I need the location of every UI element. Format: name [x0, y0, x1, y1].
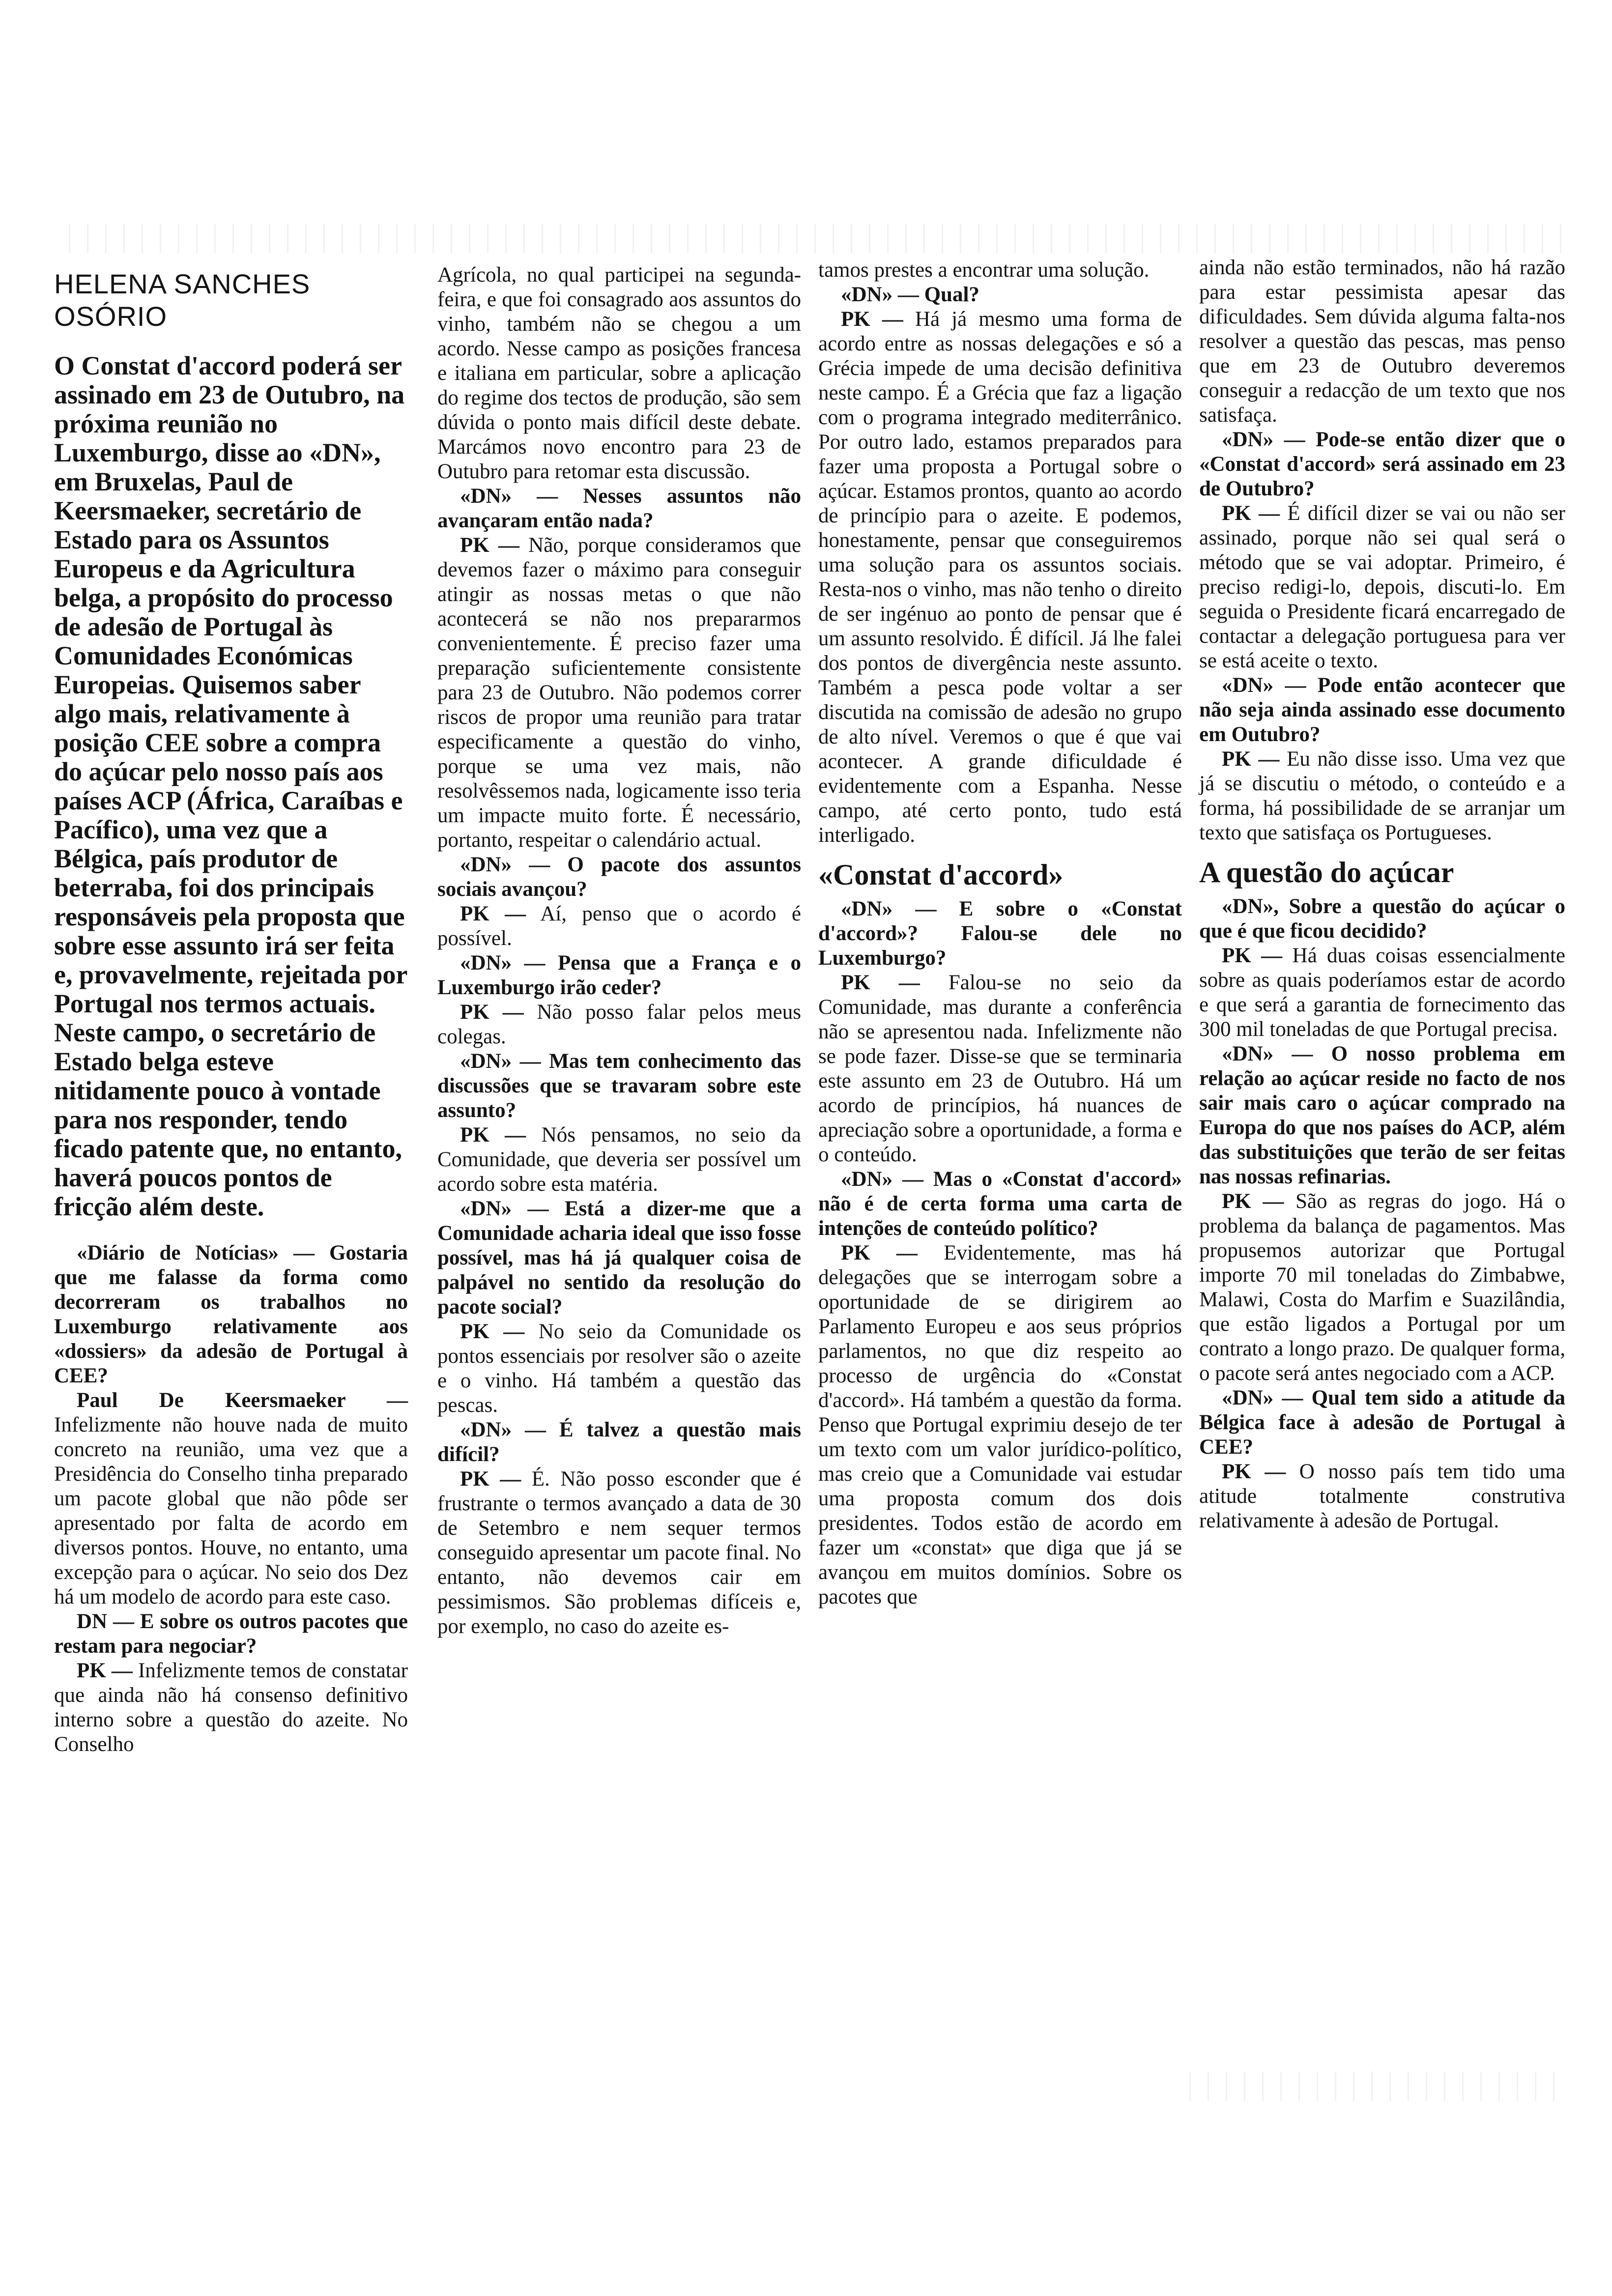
speaker-label: PK —	[460, 1123, 526, 1147]
answer-text: Aí, penso que o acordo é possível.	[437, 902, 801, 950]
column-3-body-top	[818, 258, 1182, 848]
answer-text: Nós pensamos, no seio da Comunidade, que deveria ser possível um acordo sobre esta matéria.	[437, 1123, 801, 1196]
article-paragraph	[818, 897, 1182, 971]
author-byline: HELENA SANCHES OSÓRIO	[54, 268, 311, 332]
column-4	[1199, 256, 1565, 1533]
answer-text: Falou-se no seio da Comunidade, mas durante a conferência não se apresentou nada. Infelizmente não se pode fazer. Disse-se que se terminaria este assunto em 23 de Outubro. Há um acordo de princípios, há nuances de apreciação sobre a oportunidade, a forma e o conteúdo.	[818, 971, 1182, 1166]
column-4-body-top	[1199, 256, 1565, 845]
article-paragraph	[818, 283, 1182, 307]
article-paragraph	[437, 533, 801, 853]
speaker-label: PK —	[460, 902, 526, 925]
speaker-label: PK —	[460, 534, 519, 557]
interviewer-question: DN — E sobre os outros pacotes que restam para negociar?	[54, 1610, 408, 1658]
answer-text: É difícil dizer se vai ou não ser assinado, porque não sei qual será o método que se vai adoptar. Primeiro, é preciso redigi-lo, depois, discuti-lo. Em seguida o Presidente ficará encarregado de contactar a delegação portuguesa para ver se está aceite o texto.	[1199, 502, 1565, 672]
speaker-label: PK —	[77, 1659, 133, 1682]
subhead-constat: «Constat d'accord»	[818, 859, 1064, 891]
article-paragraph	[437, 853, 801, 902]
article-paragraph	[1199, 428, 1565, 501]
interviewer-question: «DN» — Mas o «Constat d'accord» não é de certa forma uma carta de intenções de conteúdo político?	[818, 1168, 1182, 1240]
speaker-label: PK —	[1222, 1460, 1286, 1483]
article-paragraph	[1199, 1460, 1565, 1533]
article-paragraph	[1199, 894, 1565, 944]
subhead-acucar: A questão do açúcar	[1199, 856, 1454, 889]
article-paragraph	[818, 258, 1182, 283]
answer-text: No seio da Comunidade os pontos essenciais por resolver são o azeite e o vinho. Há também a questão das pescas.	[437, 1320, 801, 1417]
answer-text: Há duas coisas essencialmente sobre as quais poderíamos estar de acordo e que será a garantia de fornecimento das 300 mil toneladas de que Portugal precisa.	[1199, 944, 1566, 1041]
answer-text: Infelizmente não houve nada de muito concreto na reunião, uma vez que a Presidência do Conselho tinha preparado um pacote global que não pôde ser apresentado por falta de acordo em diversos pontos. Houve, no entanto, uma excepção para o açúcar. No seio dos Dez há um modelo de acordo para este caso.	[54, 1413, 408, 1608]
interviewer-question: «DN», Sobre a questão do açúcar o que é que ficou decidido?	[1199, 895, 1565, 943]
column-3-body-bottom	[818, 897, 1182, 1609]
article-paragraph	[437, 1467, 801, 1639]
article-lede: O Constat d'accord poderá ser assinado em 23 de Outubro, na próxima reunião no Luxemburgo, disse ao «DN», em Bruxelas, Paul de Keersmaeker, secretário de Estado para os Assuntos Europeus e da Agricultura belga, a propósito do processo de adesão de Portugal às Comunidades Económicas Europeias. Quisemos saber algo mais, relativamente à posição CEE sobre a compra do açúcar pelo nosso país aos países ACP (África, Caraíbas e Pacífico), uma vez que a Bélgica, país produtor de beterraba, foi dos principais responsáveis pela proposta que sobre esse assunto irá ser feita e, provavelmente, rejeitada por Portugal nos termos actuais. Neste campo, o secretário de Estado belga esteve nitidamente pouco à vontade para nos responder, tendo ficado patente que, no entanto, haverá poucos pontos de fricção além deste.	[54, 351, 407, 1221]
interviewer-question: «DN» — Nesses assuntos não avançaram então nada?	[437, 485, 801, 532]
article-paragraph	[437, 1123, 801, 1197]
speaker-label: PK —	[1222, 944, 1283, 967]
answer-text: ainda não estão terminados, não há razão para estar pessimista apesar das dificuldades. Sem dúvida alguma falta-nos resolver a questão das pescas, mas penso que em 23 de Outubro deveremos conseguir a redacção de um texto que nos satisfaça.	[1199, 256, 1565, 427]
answer-text: Infelizmente temos de constatar que ainda não há consenso definitivo interno sobre a questão do azeite. No Conselho	[54, 1659, 408, 1756]
interviewer-question: «DN» — Pode então acontecer que não seja ainda assinado esse documento em Outubro?	[1199, 674, 1565, 746]
interviewer-question: «Diário de Notícias» — Gostaria que me falasse da forma como decorreram os trabalhos no Luxemburgo relativamente aos «dossiers» da adesão de Portugal à CEE?	[54, 1241, 408, 1387]
article-paragraph	[437, 484, 801, 533]
speaker-label: PK —	[1222, 502, 1280, 525]
column-4-body-bottom	[1199, 894, 1565, 1533]
article-paragraph	[437, 1418, 801, 1467]
answer-text: Agrícola, no qual participei na segunda-feira, e que foi consagrado aos assuntos do vinho, também não se chegou a um acordo. Nesse campo as posições francesa e italiana em particular, sobre a aplicação do regime dos tectos de produção, são sem dúvida o ponto mais difícil deste debate. Marcámos novo encontro para 23 de Outubro para retomar esta discussão.	[437, 263, 801, 483]
article-paragraph	[54, 1659, 408, 1757]
scan-noise-bottom	[1189, 2071, 1568, 2101]
speaker-label: PK —	[460, 1467, 521, 1491]
article-paragraph	[437, 951, 801, 1000]
interviewer-question: «DN» — O pacote dos assuntos sociais avançou?	[437, 853, 801, 901]
column-2	[437, 263, 801, 1639]
column-3	[818, 258, 1182, 1609]
speaker-label: PK —	[1222, 747, 1280, 771]
article-paragraph	[437, 263, 801, 484]
article-paragraph	[54, 1609, 408, 1659]
article-paragraph	[437, 1049, 801, 1123]
answer-text: Não posso falar pelos meus colegas.	[437, 1001, 801, 1048]
article-paragraph	[818, 1167, 1182, 1241]
column-2-body	[437, 263, 801, 1639]
article-paragraph	[54, 1388, 408, 1609]
answer-text: O nosso país tem tido uma atitude totalmente construtiva relativamente à adesão de Portugal.	[1199, 1460, 1565, 1532]
article-paragraph	[818, 971, 1182, 1167]
article-paragraph	[437, 902, 801, 951]
article-paragraph	[818, 1241, 1182, 1609]
interviewer-question: «DN» — O nosso problema em relação ao açúcar reside no facto de nos sair mais caro o açúcar comprado na Europa do que nos países do ACP, além das substituições que terão de ser feitas nas nossas refinarias.	[1199, 1042, 1565, 1188]
answer-text: Há já mesmo uma forma de acordo entre as nossas delegações e só a Grécia impede de uma decisão definitiva neste campo. É a Grécia que faz a ligação com o programa integrado mediterrânico. Por outro lado, estamos preparados para fazer uma proposta a Portugal sobre o açúcar. Estamos prontos, quanto ao acordo de princípio para o azeite. E podemos, honestamente, pensar que conseguiremos uma solução para os assuntos sociais. Resta-nos o vinho, mas não tenho o direito de ser ingénuo ao ponto de pensar que é um assunto resolvido. É difícil. Já lhe falei dos pontos de divergência neste assunto. Também a pesca pode voltar a ser discutida na comissão de adesão no grupo de alto nível. Veremos o que é que vai acontecer. A grande dificuldade é evidentemente com a Espanha. Nesse campo, até certo ponto, tudo está interligado.	[818, 308, 1182, 847]
interviewer-question: «DN» — Qual tem sido a atitude da Bélgica face à adesão de Portugal à CEE?	[1199, 1386, 1565, 1459]
article-paragraph	[1199, 673, 1565, 747]
speaker-label: PK —	[1222, 1190, 1284, 1213]
article-paragraph	[1199, 1042, 1565, 1189]
interviewer-question: «DN» — Qual?	[841, 283, 979, 306]
answer-text: São as regras do jogo. Há o problema da balança de pagamentos. Mas propusemos autorizar que Portugal importe 70 mil toneladas do Zimbabwe, Malawi, Costa do Marfim e Suazilândia, que estão ligados a Portugal por um contrato a longo prazo. De qualquer forma, o pacote será antes negociado com a ACP.	[1199, 1190, 1566, 1385]
speaker-label: Paul De Keersmaeker —	[77, 1389, 408, 1412]
interviewer-question: «DN» — E sobre o «Constat d'accord»? Falou-se dele no Luxemburgo?	[818, 897, 1182, 970]
answer-text: Não, porque consideramos que devemos fazer o máximo para conseguir atingir as nossas metas o que não acontecerá se não nos prepararmos convenientemente. É preciso fazer uma preparação suficientemente consistente para 23 de Outubro. Não podemos correr riscos de propor uma reunião para tratar especificamente a questão do vinho, porque se uma vez mais, não resolvêssemos nada, logicamente isso teria um impacte muito forte. É necessário, portanto, respeitar o calendário actual.	[437, 534, 801, 852]
answer-text: tamos prestes a encontrar uma solução.	[818, 258, 1150, 282]
scan-noise-top	[69, 224, 1568, 253]
answer-text: Eu não disse isso. Uma vez que já se discutiu o método, o conteúdo e a forma, há possibilidade de se arranjar um texto que satisfaça os Portugueses.	[1199, 747, 1566, 844]
article-paragraph	[1199, 944, 1565, 1042]
speaker-label: PK —	[841, 1241, 918, 1264]
speaker-label: PK —	[841, 971, 920, 994]
column-1-body	[54, 1241, 408, 1757]
article-paragraph	[54, 1241, 408, 1388]
answer-text: Evidentemente, mas há delegações que se interrogam sobre a oportunidade de se dirigirem ao Parlamento Europeu e aos seus próprios parlamentos, no que diz respeito ao processo de urgência do «Constat d'accord». Há também a questão da forma. Penso que Portugal exprimiu desejo de ter um texto com um valor jurídico-político, mas creio que a Comunidade vai estudar uma proposta comum dos dois presidentes. Todos estão de acordo em fazer um «constat» que diga que já se avançou em muitos domínios. Sobre os pacotes que	[818, 1241, 1182, 1608]
article-paragraph	[437, 1000, 801, 1049]
article-paragraph	[1199, 256, 1565, 428]
article-paragraph	[1199, 1386, 1565, 1460]
interviewer-question: «DN» — Mas tem conhecimento das discussões que se travaram sobre este assunto?	[437, 1050, 801, 1122]
article-paragraph	[1199, 747, 1565, 845]
interviewer-question: «DN» — Pensa que a França e o Luxemburgo irão ceder?	[437, 951, 801, 999]
article-paragraph	[818, 307, 1182, 848]
interviewer-question: «DN» — É talvez a questão mais difícil?	[437, 1418, 801, 1466]
interviewer-question: «DN» — Pode-se então dizer que o «Constat d'accord» será assinado em 23 de Outubro?	[1199, 428, 1565, 500]
interviewer-question: «DN» — Está a dizer-me que a Comunidade acharia ideal que isso fosse possível, mas há já qualquer coisa de palpável no sentido da resolução do pacote social?	[437, 1197, 801, 1319]
column-1	[54, 268, 408, 1757]
article-paragraph	[437, 1320, 801, 1418]
answer-text: É. Não posso esconder que é frustrante o termos avançado a data de 30 de Setembro e nem sequer termos conseguido apresentar um pacote final. No entanto, não devemos cair em pessimismos. São problemas difíceis e, por exemplo, no caso do azeite es-	[437, 1467, 802, 1638]
speaker-label: PK —	[841, 308, 903, 331]
article-paragraph	[437, 1197, 801, 1320]
speaker-label: PK —	[460, 1001, 524, 1024]
speaker-label: PK —	[460, 1320, 525, 1343]
article-paragraph	[1199, 1189, 1565, 1386]
article-paragraph	[1199, 501, 1565, 673]
